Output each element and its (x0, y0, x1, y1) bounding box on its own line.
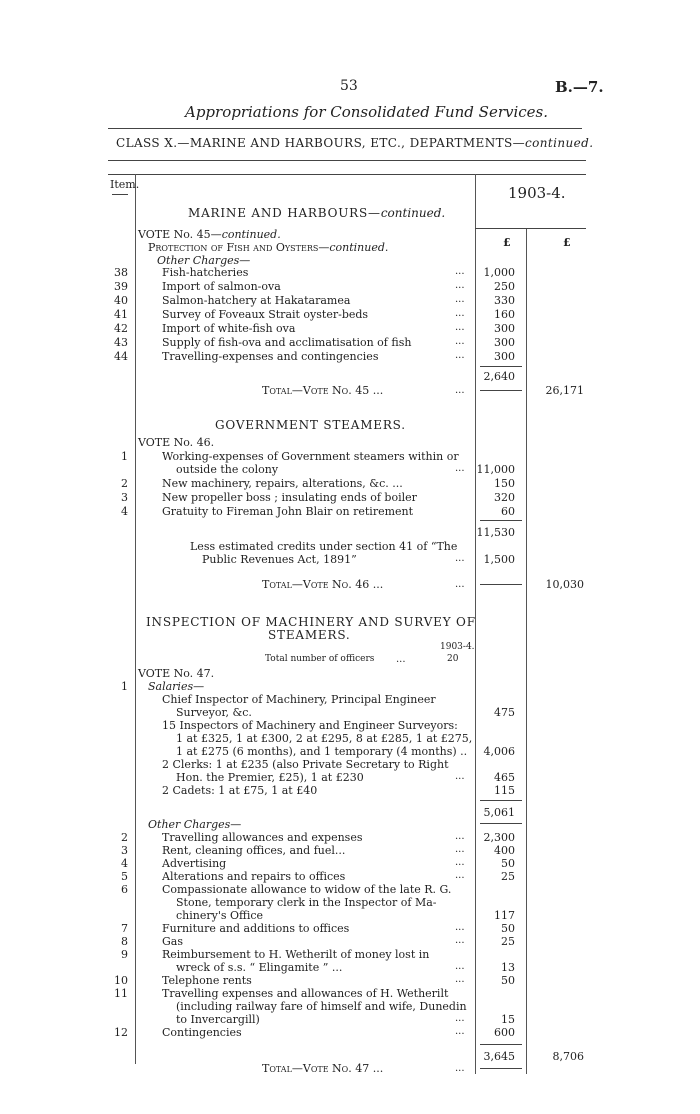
leader-dots: ... (455, 579, 465, 590)
salaries-subtotal: 5,061 (483, 806, 515, 819)
officers-year: 1903-4. (440, 642, 475, 652)
class-heading: CLASS X.—MARINE AND HARBOURS, ETC., DEPARTMENTS—continued. (116, 136, 594, 150)
inspection-heading-line1: INSPECTION OF MACHINERY AND SURVEY OF (146, 615, 476, 629)
subtotal-rule (480, 800, 522, 801)
subtotal-rule (480, 823, 522, 824)
inspection-heading-line2: STEAMERS. (268, 628, 351, 642)
vote-46-total: 10,030 (545, 578, 584, 591)
government-steamers-heading: GOVERNMENT STEAMERS. (215, 418, 406, 432)
subtotal-rule (480, 520, 522, 521)
leader-dots: ... (455, 553, 465, 564)
vote-46-heading: VOTE No. 46. (138, 436, 215, 449)
year-header-rule (475, 228, 586, 229)
other-charges-label: Other Charges— (157, 254, 251, 267)
leader-dots: ... (396, 654, 406, 665)
column-rule-total (526, 228, 527, 1074)
vote-47-item-number: 1 (121, 680, 128, 693)
vote-47-total: 8,706 (552, 1050, 584, 1063)
page-title: Appropriations for Consolidated Fund Services. (185, 103, 549, 121)
rule-top (108, 128, 582, 129)
salaries-label: Salaries— (148, 680, 205, 693)
vote-46-total-label: Total—Vote No. 46 ... (262, 578, 384, 591)
vote-45-total-label: Total—Vote No. 45 ... (262, 384, 384, 397)
page-number: 53 (340, 78, 358, 94)
leader-dots: ... (455, 1063, 465, 1074)
less-credits-line1: Less estimated credits under section 41 of “The (190, 540, 458, 553)
marine-harbours-heading: MARINE AND HARBOURS—continued. (188, 206, 446, 220)
less-credits-line2: Public Revenues Act, 1891” (202, 553, 357, 566)
rule-under-class (108, 160, 586, 161)
vote-47-subtotal: 3,645 (483, 1050, 515, 1063)
subtotal-rule (480, 1044, 522, 1045)
vote-46-subtotal: 11,530 (476, 526, 515, 539)
currency-symbol-total: £ (563, 236, 571, 249)
document-reference: B.—7. (555, 78, 604, 96)
item-column-header: Item. (110, 178, 140, 191)
vote-47-heading: VOTE No. 47. (138, 667, 215, 680)
officers-count: 20 (447, 654, 459, 664)
vote-46-credits: 1,500 (483, 553, 515, 566)
fish-oysters-subheading: Protection of Fish and Oysters—continued. (148, 241, 389, 254)
leader-dots: ... (455, 385, 465, 396)
vote-47-total-label: Total—Vote No. 47 ... (262, 1062, 384, 1075)
other-charges-label: Other Charges— (148, 818, 242, 831)
currency-symbol-amount: £ (503, 236, 511, 249)
vote-45-heading: VOTE No. 45—continued. (138, 228, 281, 241)
vote-45-total: 26,171 (545, 384, 584, 397)
item-header-underline (112, 194, 128, 195)
year-column-header: 1903-4. (508, 184, 566, 202)
officers-label: Total number of officers (265, 654, 375, 664)
vote-45-subtotal: 2,640 (483, 370, 515, 383)
subtotal-rule (480, 366, 522, 367)
rule-table-top (108, 174, 586, 175)
column-rule-item (135, 174, 136, 1064)
total-rule (480, 1068, 522, 1069)
